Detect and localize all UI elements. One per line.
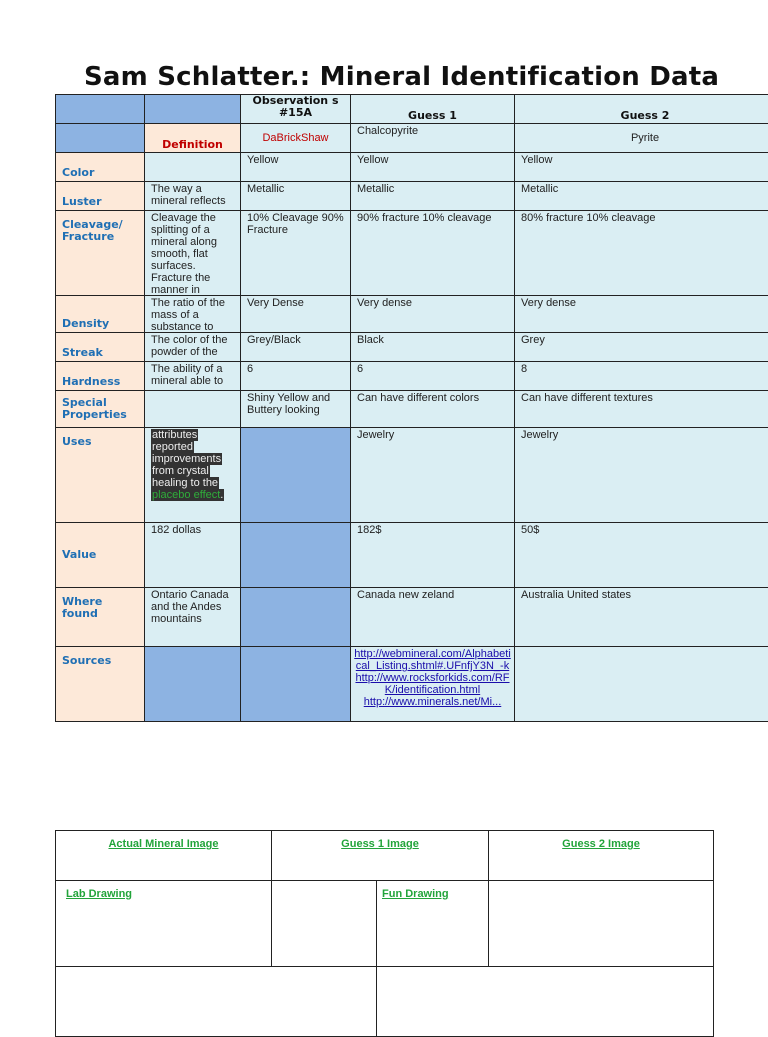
guess-2-cell: 8 — [515, 362, 768, 391]
definition-end: . — [220, 489, 223, 501]
guess-2-cell: 80% fracture 10% cleavage — [515, 211, 768, 296]
guess-1-cell: Jewelry — [351, 428, 515, 523]
definition-cell — [145, 153, 241, 182]
table-row — [56, 391, 768, 428]
guess-1-cell: 6 — [351, 362, 515, 391]
fun-drawing-label[interactable]: Fun Drawing — [382, 888, 449, 900]
observation-cell: Yellow — [241, 153, 351, 182]
guess-1-cell: 90% fracture 10% cleavage — [351, 211, 515, 296]
property-label: Cleavage/ Fracture — [56, 211, 145, 296]
guess-2-mineral: Pyrite — [515, 124, 768, 153]
observation-cell: Grey/Black — [241, 333, 351, 362]
property-label: Sources — [56, 647, 145, 722]
guess-1-cell: Metallic — [351, 182, 515, 211]
observation-cell — [241, 428, 351, 523]
table-row — [56, 362, 768, 391]
property-label: Hardness — [56, 362, 145, 391]
guess-2-cell: Grey — [515, 333, 768, 362]
guess-1-cell: 182$ — [351, 523, 515, 588]
guess-2-cell: Very dense — [515, 296, 768, 333]
definition-cell: The ability of a mineral able to — [151, 363, 234, 387]
guess-1-cell: Very dense — [351, 296, 515, 333]
guess-1-mineral: Chalcopyrite — [351, 124, 515, 153]
guess-1-cell: Black — [351, 333, 515, 362]
property-label: Value — [56, 523, 145, 588]
definition-cell: The ratio of the mass of a substance to — [151, 297, 234, 331]
definition-cell: The way a mineral reflects — [151, 183, 234, 208]
table-row — [56, 153, 768, 182]
observation-cell — [241, 523, 351, 588]
definition-cell: Ontario Canada and the Andes mountains — [145, 588, 241, 647]
property-label: Streak — [56, 333, 145, 362]
guess-2-cell: Can have different textures — [515, 391, 768, 428]
header-observation: Observation s #15A — [241, 95, 351, 124]
table-row — [56, 296, 768, 333]
table-row — [56, 333, 768, 362]
header-blank-cell — [145, 95, 241, 124]
image-drawing-table — [55, 830, 714, 1037]
source-link-rocksforkids[interactable]: http://www.rocksforkids.com/RFK/identification.html — [355, 672, 509, 696]
empty-bottom-left-cell — [56, 967, 377, 1037]
empty-bottom-right-cell — [377, 967, 714, 1037]
header-guess-2: Guess 2 — [515, 95, 768, 124]
table-row — [56, 647, 768, 722]
guess-2-cell: Yellow — [515, 153, 768, 182]
source-link-minerals-net[interactable]: http://www.minerals.net/Mi... — [364, 696, 502, 708]
table-row — [56, 211, 768, 296]
lab-drawing-label[interactable]: Lab Drawing — [66, 888, 132, 900]
actual-mineral-image-label[interactable]: Actual Mineral Image — [108, 838, 218, 850]
table-row — [56, 523, 768, 588]
table-row — [56, 588, 768, 647]
guess-1-image-label[interactable]: Guess 1 Image — [341, 838, 419, 850]
observation-cell: Metallic — [241, 182, 351, 211]
definition-cell — [145, 647, 241, 722]
definition-cell — [145, 428, 241, 523]
mineral-data-table — [55, 94, 768, 722]
observation-cell: 6 — [241, 362, 351, 391]
observation-cell: Shiny Yellow and Buttery looking — [241, 391, 351, 428]
header-corner-cell — [56, 95, 145, 124]
guess-2-cell: Metallic — [515, 182, 768, 211]
source-link-webmineral[interactable]: http://webmineral.com/Alphabetical_Listing.shtml#.UFnfjY3N_-k — [354, 648, 511, 672]
observer-name: DaBrickShaw — [241, 124, 351, 153]
property-label: Color — [56, 153, 145, 182]
definition-cell: 182 dollas — [145, 523, 241, 588]
guess-1-cell: Canada new zeland — [351, 588, 515, 647]
property-label: Where found — [56, 588, 145, 647]
guess-2-cell: Australia United states — [515, 588, 768, 647]
property-label: Luster — [56, 182, 145, 211]
definition-cell: The color of the powder of the — [151, 334, 234, 359]
guess-2-cell: Jewelry — [515, 428, 768, 523]
property-label: Special Properties — [56, 391, 145, 428]
observation-cell — [241, 588, 351, 647]
guess-2-cell: 50$ — [515, 523, 768, 588]
observation-cell: 10% Cleavage 90% Fracture — [241, 211, 351, 296]
observation-cell: Very Dense — [241, 296, 351, 333]
property-label: Uses — [56, 428, 145, 523]
table-row — [56, 182, 768, 211]
property-label: Density — [56, 296, 145, 333]
definition-cell — [145, 391, 241, 428]
empty-drawing-cell — [272, 881, 377, 967]
guess-2-cell — [515, 647, 768, 722]
table-row — [56, 428, 768, 523]
guess-1-cell: Yellow — [351, 153, 515, 182]
header-guess-1: Guess 1 — [351, 95, 515, 124]
definition-cell: Cleavage the splitting of a mineral along smooth, flat surfaces. Fracture the manner in — [151, 212, 234, 294]
guess-1-cell: Can have different colors — [351, 391, 515, 428]
page-title: Sam Schlatter.: Mineral Identification Data — [84, 62, 719, 92]
definition-text: attributes reported improvements from crystal healing to the — [152, 429, 221, 489]
observation-cell — [241, 647, 351, 722]
definition-header: Definition — [145, 124, 241, 153]
empty-drawing-cell-2 — [489, 881, 714, 967]
subheader-corner-cell — [56, 124, 145, 153]
placebo-effect-link[interactable]: placebo effect — [152, 489, 220, 501]
guess-2-image-label[interactable]: Guess 2 Image — [562, 838, 640, 850]
